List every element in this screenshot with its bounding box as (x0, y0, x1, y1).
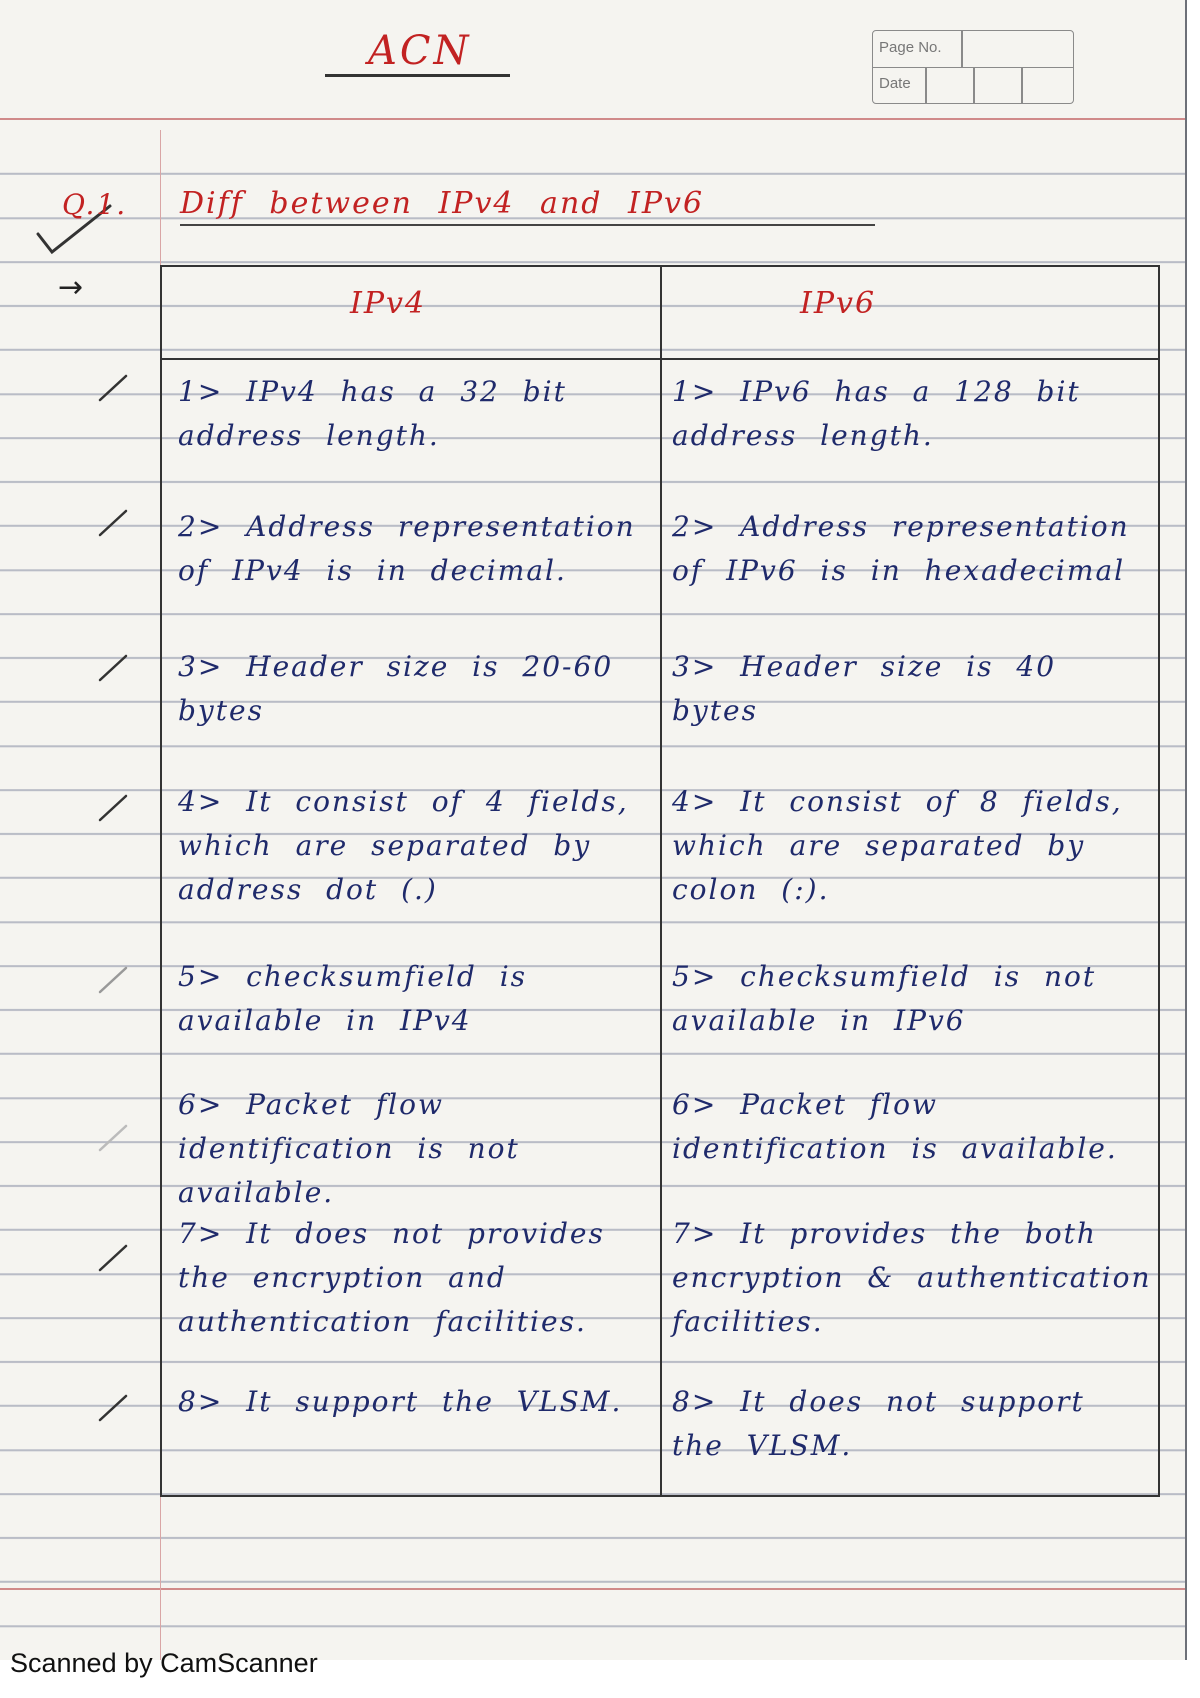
date-divider-1 (925, 67, 927, 103)
table-row-3-ipv6: 3> Header size is 40 bytes (672, 650, 1057, 727)
page-date-box (872, 30, 1074, 104)
question-text: Diff between IPv4 and IPv6 (180, 186, 705, 221)
table-row-6-ipv4: 6> Packet flow identification is not available. (178, 1088, 520, 1209)
table-row-3-ipv4: 3> Header size is 20-60 bytes (178, 650, 614, 727)
date-label: Date (879, 75, 911, 92)
table-row-1-ipv4: 1> IPv4 has a 32 bit address length. (178, 375, 567, 452)
table-row-1-ipv6: 1> IPv6 has a 128 bit address length. (672, 375, 1081, 452)
table-header-ipv6: IPv6 (800, 286, 877, 321)
check-mark-icon (96, 1390, 132, 1430)
table-header-ipv4: IPv4 (350, 286, 427, 321)
table-row-2-ipv4: 2> Address representation of IPv4 is in decimal. (178, 510, 636, 587)
check-mark-icon (96, 1240, 132, 1280)
table-row-4-ipv6: 4> It consist of 8 fields, which are separated by colon (:). (672, 785, 1123, 906)
table-row-8-ipv4: 8> It support the VLSM. (178, 1385, 623, 1418)
page-title: ACN (368, 28, 472, 74)
table-row-7-ipv4: 7> It does not provides the encryption and authentication facilities. (178, 1217, 605, 1338)
date-divider-3 (1021, 67, 1023, 103)
table-row-6-ipv6: 6> Packet flow identification is available. (672, 1088, 1118, 1165)
check-mark-icon (96, 962, 132, 1002)
page-no-divider (961, 31, 963, 67)
check-mark-icon (96, 505, 132, 545)
check-mark-icon (96, 1120, 132, 1160)
table-column-divider (660, 265, 662, 1497)
question-number: Q.1. (62, 188, 128, 221)
question-underline (180, 224, 875, 226)
table-row-8-ipv6: 8> It does not support the VLSM. (672, 1385, 1085, 1462)
check-mark-icon (96, 650, 132, 690)
header-rule (0, 118, 1185, 120)
date-divider-2 (973, 67, 975, 103)
scanner-watermark: Scanned by CamScanner (10, 1648, 318, 1678)
check-mark-icon (96, 370, 132, 410)
table-row-5-ipv6: 5> checksumfield is not available in IPv6 (672, 960, 1097, 1037)
table-row-4-ipv4: 4> It consist of 4 fields, which are separated by address dot (.) (178, 785, 629, 906)
arrow-icon: → (58, 270, 84, 305)
check-mark-icon (96, 790, 132, 830)
table-row-7-ipv6: 7> It provides the both encryption & authentication facilities. (672, 1217, 1152, 1338)
page-no-row (873, 31, 1073, 68)
page-no-label: Page No. (879, 39, 942, 56)
date-row (873, 67, 1073, 103)
footer-rule (0, 1588, 1185, 1590)
table-row-2-ipv6: 2> Address representation of IPv6 is in hexadecimal (672, 510, 1130, 587)
title-underline (325, 74, 510, 77)
table-row-5-ipv4: 5> checksumfield is available in IPv4 (178, 960, 528, 1037)
table-header-divider (160, 358, 1160, 360)
